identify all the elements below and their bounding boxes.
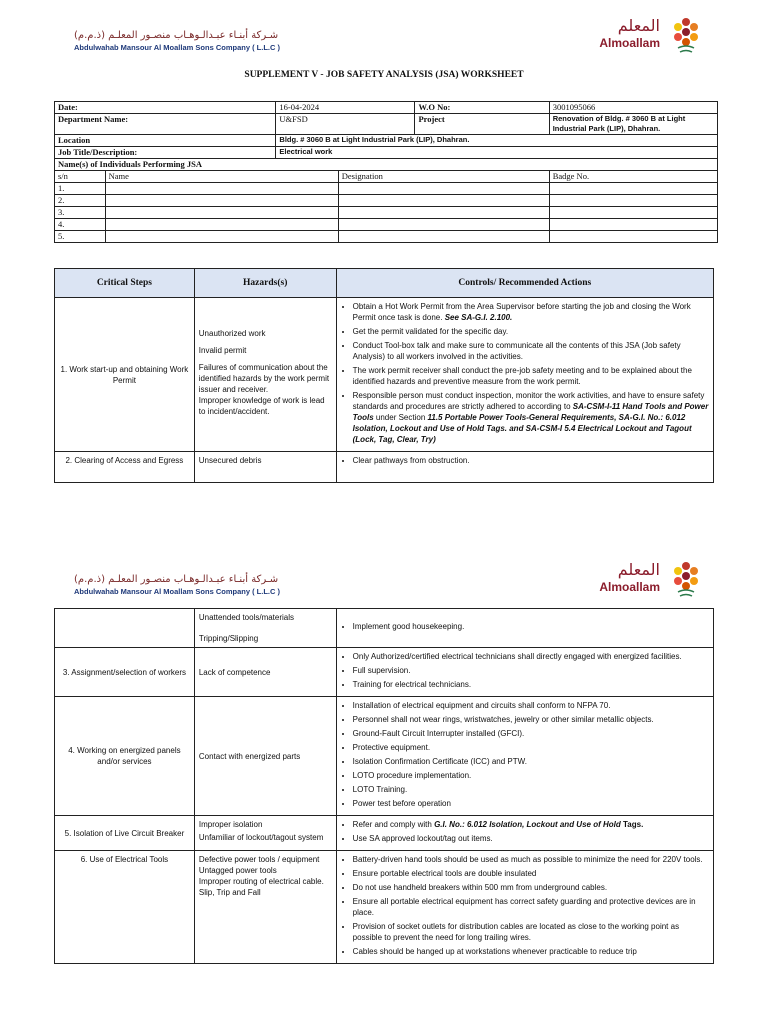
list-item: • Use SA approved lockout/tag out items. [353,833,709,844]
hazard-item: Defective power tools / equipment [198,855,320,864]
header-hazards: Hazards(s) [194,269,336,298]
logo-english-text: Almoallam [599,580,660,594]
department-label: Department Name: [55,114,276,135]
list-item: • Obtain a Hot Work Permit from the Area Supervisor before starting the job and closing the Work Permit once task is done. See SA-G.I. 2.100. [353,301,709,323]
table-row [55,452,714,483]
project-value: Renovation of Bldg. # 3060 B at Light Industrial Park (LIP), Dhahran. [549,114,717,135]
step-3: 3. Assignment/selection of workers [55,648,195,697]
list-item: • Provision of socket outlets for distribution cables are located as close to the working point as possible to prevent the need for long trailing wires. [353,921,709,943]
hazard-item: Failures of communication about the identified hazards by the work permit issuer and receiver. [198,363,330,394]
controls-5 [336,816,713,851]
list-item: • Implement good housekeeping. [353,621,709,632]
list-item: • Ground-Fault Circuit Interrupter installed (GFCI). [353,728,709,739]
company-name-english: Abdulwahab Mansour Al Moallam Sons Company ( L.L.C ) [74,587,280,596]
company-name-english: Abdulwahab Mansour Al Moallam Sons Company ( L.L.C ) [74,43,280,52]
row-sn: 1. [55,183,106,195]
hazard-3: Lack of competence [194,648,336,697]
table-row [55,609,714,648]
hazard-item: Improper routing of electrical cable. [198,877,324,886]
wo-label: W.O No: [415,102,549,114]
company-name-arabic: شـركة أبنـاء عبـدالـوهـاب منصـور المعلـم (ذ.م.م) [74,574,279,585]
list-item: • Cables should be hanged up at workstations whenever practicable to reduce trip [353,946,709,957]
table-row [55,697,714,816]
list-item: • Conduct Tool-box talk and make sure to communicate all the contents of this JSA (Job safety Analysis) to all workers involved in the activities. [353,340,709,362]
hazard-item: Invalid permit [198,346,247,355]
step-2: 2. Clearing of Access and Egress [55,452,195,483]
table-row [55,648,714,697]
table-row [55,816,714,851]
flower-logo-icon [666,558,706,600]
step-5: 5. Isolation of Live Circuit Breaker [55,816,195,851]
list-item: • Only Authorized/certified electrical technicians shall directly engaged with energized facilities. [353,651,709,662]
controls-1 [336,298,713,452]
list-item: • Personnel shall not wear rings, wristwatches, jewelry or other similar metallic objects. [353,714,709,725]
step-1: 1. Work start-up and obtaining Work Permit [55,298,195,452]
row-sn: 4. [55,219,106,231]
list-item: • Clear pathways from obstruction. [353,455,709,466]
list-item: • Protective equipment. [353,742,709,753]
hazards-cont [194,609,336,648]
company-logo [590,14,720,60]
list-item: • Get the permit validated for the specific day. [353,326,709,337]
list-item: • Ensure portable electrical tools are double insulated [353,868,709,879]
col-designation: Designation [338,171,549,183]
header-controls: Controls/ Recommended Actions [336,269,713,298]
hazard-item: Slip, Trip and Fall [198,888,261,897]
hazards-5 [194,816,336,851]
logo-arabic-text: المعلم [617,16,660,35]
list-item: • Battery-driven hand tools should be used as much as possible to minimize the need for 220V tools. [353,854,709,865]
flower-logo-icon [666,14,706,56]
list-item: • Responsible person must conduct inspection, monitor the work activities, and have to ensure safety standards and procedures are strictly adhered to according to SA-CSM-I-11 Hand Tools and Power Tools under Section 11.5 Portable Power Tools-General Requirements, SA-G.I. No.: 6.012 Isolation, Lockout and Use of Hold Tags. and SA-CSM-I 5.4 Electrical Lockout and Tagout (Lock, Tag, Clear, Try) [353,390,709,445]
hazards-6 [194,851,336,964]
company-name-block [74,30,280,54]
controls-2 [336,452,713,483]
hazard-4: Contact with energized parts [194,697,336,816]
table-row [55,183,718,195]
hazard-item: Tripping/Slipping [198,634,259,643]
hazard-item: Unauthorized work [198,329,266,338]
list-item: • Refer and comply with G.I. No.: 6.012 Isolation, Lockout and Use of Hold Tags. [353,819,709,830]
controls-3 [336,648,713,697]
step-6: 6. Use of Electrical Tools [55,851,195,964]
logo-arabic-text: المعلم [617,560,660,579]
hazard-item: Improper isolation [198,820,263,829]
job-title-value: Electrical work [276,147,718,159]
row-sn: 2. [55,195,106,207]
controls-cont [336,609,713,648]
col-name: Name [105,171,338,183]
hazards-1 [194,298,336,452]
jsa-table-page2 [54,608,714,964]
hazard-item: Unfamiliar of lockout/tagout system [198,833,324,842]
controls-6 [336,851,713,964]
controls-4 [336,697,713,816]
table-row [55,219,718,231]
list-item: • Isolation Confirmation Certificate (ICC) and PTW. [353,756,709,767]
hazard-2: Unsecured debris [194,452,336,483]
date-label: Date: [55,102,276,114]
step-4: 4. Working on energized panels and/or services [55,697,195,816]
col-badge: Badge No. [549,171,717,183]
company-logo-page2 [590,558,720,604]
page-title: SUPPLEMENT V - JOB SAFETY ANALYSIS (JSA) WORKSHEET [244,70,524,80]
department-value: U&FSD [276,114,415,135]
row-sn: 3. [55,207,106,219]
list-item: • Training for electrical technicians. [353,679,709,690]
location-value: Bldg. # 3060 B at Light Industrial Park (LIP), Dhahran. [276,135,718,147]
list-item: • Do not use handheld breakers within 500 mm from underground cables. [353,882,709,893]
logo-english-text: Almoallam [599,36,660,50]
header-critical-steps: Critical Steps [55,269,195,298]
list-item: • Installation of electrical equipment and circuits shall conform to NFPA 70. [353,700,709,711]
list-item: • Power test before operation [353,798,709,809]
jsa-table-page1 [54,268,714,483]
date-value: 16-04-2024 [276,102,415,114]
table-row [55,851,714,964]
wo-value: 3001095066 [549,102,717,114]
list-item: • LOTO procedure implementation. [353,770,709,781]
col-sn: s/n [55,171,106,183]
job-info-table [54,101,718,243]
list-item: • The work permit receiver shall conduct the pre-job safety meeting and to be explained about the identified hazards and preventive measure from the work permit. [353,365,709,387]
list-item: • LOTO Training. [353,784,709,795]
job-title-label: Job Title/Description: [55,147,276,159]
names-heading: Name(s) of Individuals Performing JSA [55,159,718,171]
list-item: • Ensure all portable electrical equipment has correct safety guarding and protective devices are in place. [353,896,709,918]
company-name-arabic: شـركة أبنـاء عبـدالـوهـاب منصـور المعلـم (ذ.م.م) [74,30,279,41]
hazard-item: Improper knowledge of work is lead to incident/accident. [198,396,325,416]
company-name-block-page2 [74,574,280,598]
table-row [55,298,714,452]
project-label: Project [415,114,549,135]
hazard-item: Untagged power tools [198,866,277,875]
row-sn: 5. [55,231,106,243]
location-label: Location [55,135,276,147]
table-row [55,207,718,219]
table-row [55,195,718,207]
list-item: • Full supervision. [353,665,709,676]
hazard-item: Unattended tools/materials [198,613,295,622]
table-row [55,231,718,243]
